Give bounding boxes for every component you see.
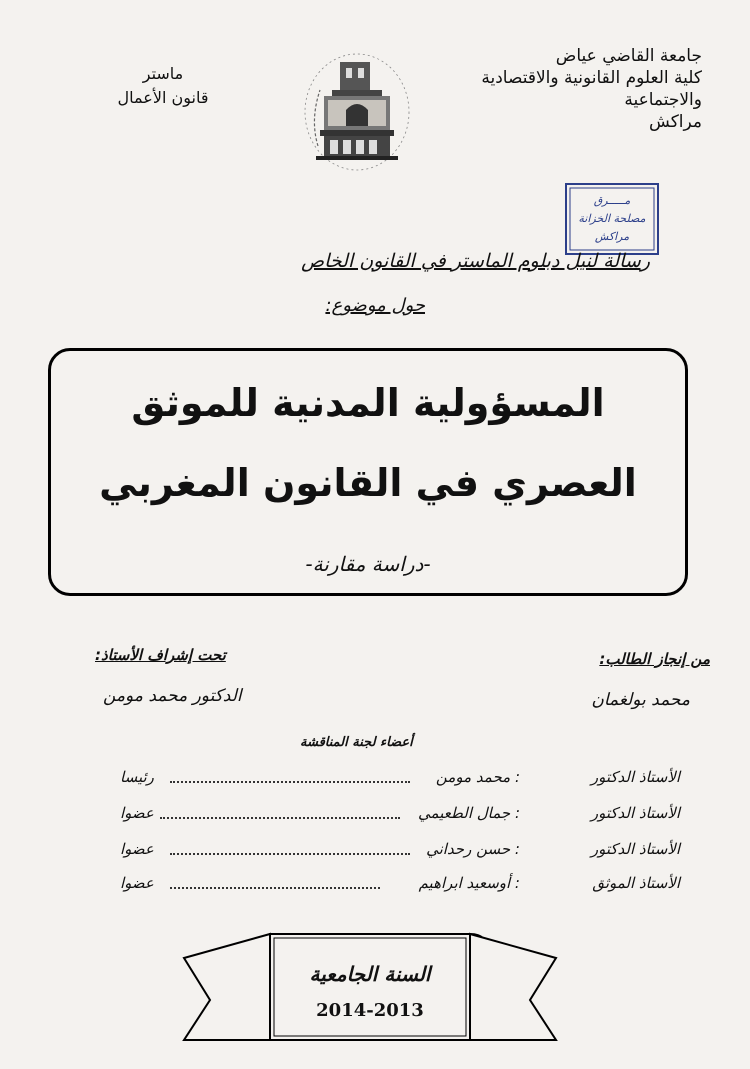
academic-year-label: السنة الجامعية — [309, 962, 431, 986]
stamp-line-1: مـــــرق — [593, 194, 631, 207]
dotted-leader — [170, 781, 410, 783]
jury-member-row — [80, 804, 680, 830]
faculty-name-line2: والاجتماعية — [624, 90, 702, 110]
dotted-leader — [170, 887, 380, 889]
jury-member-rank: الأستاذ الدكتور — [590, 840, 680, 858]
program-header — [88, 62, 238, 110]
city-name: مراكش — [649, 112, 702, 132]
jury-member-row — [80, 840, 680, 866]
jury-member-name: : محمد مومن — [435, 768, 520, 786]
jury-member-role: رئيسا — [120, 768, 154, 786]
student-name: محمد بولغمان — [591, 690, 690, 710]
jury-member-rank: الأستاذ الموثق — [592, 874, 680, 892]
faculty-name-line1: كلية العلوم القانونية والاقتصادية — [481, 68, 702, 88]
jury-member-role: عضوا — [120, 874, 154, 892]
dotted-leader — [160, 817, 400, 819]
dotted-leader — [170, 853, 410, 855]
jury-member-row — [80, 874, 680, 900]
supervision-label: تحت إشراف الأستاذ: — [95, 646, 226, 664]
thesis-title-line-2: العصري في القانون المغربي — [99, 461, 637, 505]
jury-member-name: : جمال الطعيمي — [418, 804, 520, 822]
stamp-line-2: مصلحة الخزانة — [578, 212, 646, 225]
thesis-degree-line: رسالة لنيل دبلوم الماستر في القانون الخاص — [301, 250, 650, 272]
program-name: قانون الأعمال — [117, 88, 209, 107]
jury-heading: أعضاء لجنة المناقشة — [300, 735, 413, 750]
jury-member-role: عضوا — [120, 840, 154, 858]
jury-member-name: : حسن رحداني — [426, 840, 520, 858]
subject-label: حول موضوع: — [325, 295, 425, 316]
jury-member-rank: الأستاذ الدكتور — [590, 804, 680, 822]
student-label: من إنجاز الطالب: — [599, 650, 710, 668]
academic-year-value: 2014-2013 — [316, 1000, 424, 1021]
jury-member-role: عضوا — [120, 804, 154, 822]
jury-member-name: : أوسعيد ابراهيم — [418, 874, 520, 892]
thesis-subtitle: -دراسة مقارنة- — [305, 552, 431, 576]
jury-member-rank: الأستاذ الدكتور — [590, 768, 680, 786]
thesis-title-line-1: المسؤولية المدنية للموثق — [131, 381, 605, 425]
library-stamp — [562, 180, 662, 258]
program-degree: ماستر — [142, 64, 184, 83]
stamp-line-3: مراكش — [594, 230, 630, 243]
year-scroll-frame — [170, 928, 570, 1048]
supervisor-name: الدكتور محمد مومن — [103, 686, 242, 706]
faculty-logo — [302, 50, 412, 178]
university-name: جامعة القاضي عياض — [555, 46, 702, 66]
jury-member-row — [80, 768, 680, 794]
university-header — [442, 45, 702, 133]
